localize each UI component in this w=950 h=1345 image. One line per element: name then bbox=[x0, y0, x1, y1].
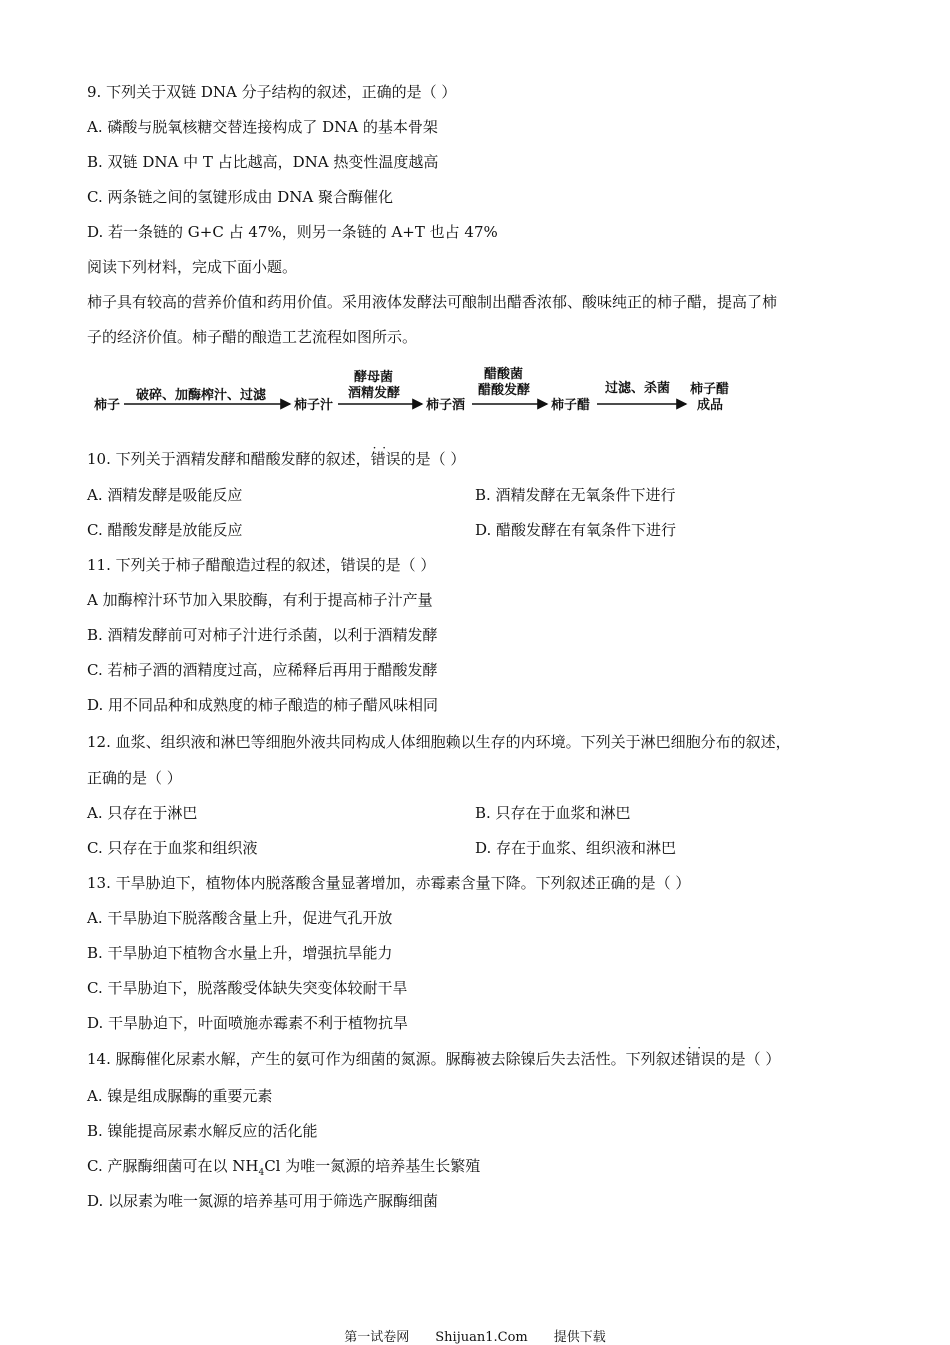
material-paragraph-line1: 柿子具有较高的营养价值和药用价值。采用液体发酵法可酿制出醋香浓郁、酸味纯正的柿子醋，提高了柿 bbox=[87, 293, 778, 311]
flow-step-crush-press-filter: 破碎、加酶榨汁、过滤 bbox=[136, 388, 267, 403]
q10-stem: 10. 下列关于酒精发酵和醋酸发酵的叙述，· · 错误的是（ ） bbox=[87, 449, 465, 469]
flow-step-filter-sterilize: 过滤、杀菌 bbox=[605, 381, 671, 396]
q12-option-b: B. 只存在于血浆和淋巴 bbox=[475, 804, 631, 822]
q11-stem: 11. 下列关于柿子醋酿造过程的叙述，错误的是（ ） bbox=[87, 556, 436, 574]
q10-option-c: C. 醋酸发酵是放能反应 bbox=[87, 521, 243, 539]
q9-option-c: C. 两条链之间的氢键形成由 DNA 聚合酶催化 bbox=[87, 188, 394, 206]
q9-option-d: D. 若一条链的 G+C 占 47%，则另一条链的 A+T 也占 47% bbox=[87, 223, 498, 241]
flow-node-persimmon-juice: 柿子汁 bbox=[294, 398, 334, 413]
flow-step-acetic-fermentation: 醋酸发酵 bbox=[478, 383, 531, 398]
emphasis-wrong: · · 错误 bbox=[686, 1049, 716, 1069]
material-paragraph-line2: 子的经济价值。柿子醋的酿造工艺流程如图所示。 bbox=[87, 328, 418, 346]
q11-option-c: C. 若柿子酒的酒精度过高，应稀释后再用于醋酸发酵 bbox=[87, 661, 438, 679]
q9-option-b: B. 双链 DNA 中 T 占比越高，DNA 热变性温度越高 bbox=[87, 153, 439, 171]
q11-option-b: B. 酒精发酵前可对柿子汁进行杀菌，以利于酒精发酵 bbox=[87, 626, 438, 644]
flow-node-persimmon-wine: 柿子酒 bbox=[426, 398, 466, 413]
q12-stem-line1: 12. 血浆、组织液和淋巴等细胞外液共同构成人体细胞赖以生存的内环境。下列关于淋巴细胞分布的叙述， bbox=[87, 733, 791, 751]
vinegar-process-flow-diagram bbox=[92, 366, 742, 418]
q13-stem: 13. 干旱胁迫下，植物体内脱落酸含量显著增加，赤霉素含量下降。下列叙述正确的是（ ） bbox=[87, 874, 691, 892]
q14-option-c: C. 产脲酶细菌可在以 $NH_4Cl$ 为唯一氮源的培养基生长繁殖 bbox=[87, 1157, 481, 1178]
q14-option-b: B. 镍能提高尿素水解反应的活化能 bbox=[87, 1122, 318, 1140]
q9-option-a: A. 磷酸与脱氧核糖交替连接构成了 DNA 的基本骨架 bbox=[87, 118, 438, 136]
q10-option-b: B. 酒精发酵在无氧条件下进行 bbox=[475, 486, 676, 504]
q14-option-a: A. 镍是组成脲酶的重要元素 bbox=[87, 1087, 273, 1105]
flow-step-alcohol-fermentation: 酒精发酵 bbox=[348, 386, 401, 401]
q11-option-d: D. 用不同品种和成熟度的柿子酿造的柿子醋风味相同 bbox=[87, 696, 439, 714]
emphasis-wrong: · · 错误 bbox=[371, 449, 401, 469]
material-intro: 阅读下列材料，完成下面小题。 bbox=[87, 258, 298, 276]
q12-option-d: D. 存在于血浆、组织液和淋巴 bbox=[475, 839, 677, 857]
q12-stem-line2: 正确的是（ ） bbox=[87, 769, 182, 787]
flow-node-vinegar-product-line1: 柿子醋 bbox=[690, 382, 730, 397]
flow-node-persimmon-vinegar: 柿子醋 bbox=[551, 398, 591, 413]
q12-option-c: C. 只存在于血浆和组织液 bbox=[87, 839, 258, 857]
q9-stem: 9. 下列关于双链 DNA 分子结构的叙述，正确的是（ ） bbox=[87, 83, 457, 101]
q10-option-d: D. 醋酸发酵在有氧条件下进行 bbox=[475, 521, 677, 539]
q10-option-a: A. 酒精发酵是吸能反应 bbox=[87, 486, 243, 504]
q13-option-b: B. 干旱胁迫下植物含水量上升，增强抗旱能力 bbox=[87, 944, 393, 962]
q13-option-a: A. 干旱胁迫下脱落酸含量上升，促进气孔开放 bbox=[87, 909, 393, 927]
flow-step-yeast: 酵母菌 bbox=[354, 370, 394, 385]
q13-option-d: D. 干旱胁迫下，叶面喷施赤霉素不利于植物抗旱 bbox=[87, 1014, 409, 1032]
q14-option-d: D. 以尿素为唯一氮源的培养基可用于筛选产脲酶细菌 bbox=[87, 1192, 439, 1210]
page-footer: 第一试卷网 Shijuan1.Com 提供下载 bbox=[344, 1330, 606, 1345]
q11-option-a: A 加酶榨汁环节加入果胶酶，有利于提高柿子汁产量 bbox=[87, 591, 433, 609]
flow-node-vinegar-product-line2: 成品 bbox=[697, 398, 724, 413]
q12-option-a: A. 只存在于淋巴 bbox=[87, 804, 198, 822]
q13-option-c: C. 干旱胁迫下，脱落酸受体缺失突变体较耐干旱 bbox=[87, 979, 408, 997]
q14-stem: 14. 脲酶催化尿素水解，产生的氨可作为细菌的氮源。脲酶被去除镍后失去活性。下列叙述· · 错误的是（ ） bbox=[87, 1049, 780, 1069]
flow-node-persimmon: 柿子 bbox=[94, 398, 121, 413]
flow-step-acetic-bacteria: 醋酸菌 bbox=[484, 367, 524, 382]
